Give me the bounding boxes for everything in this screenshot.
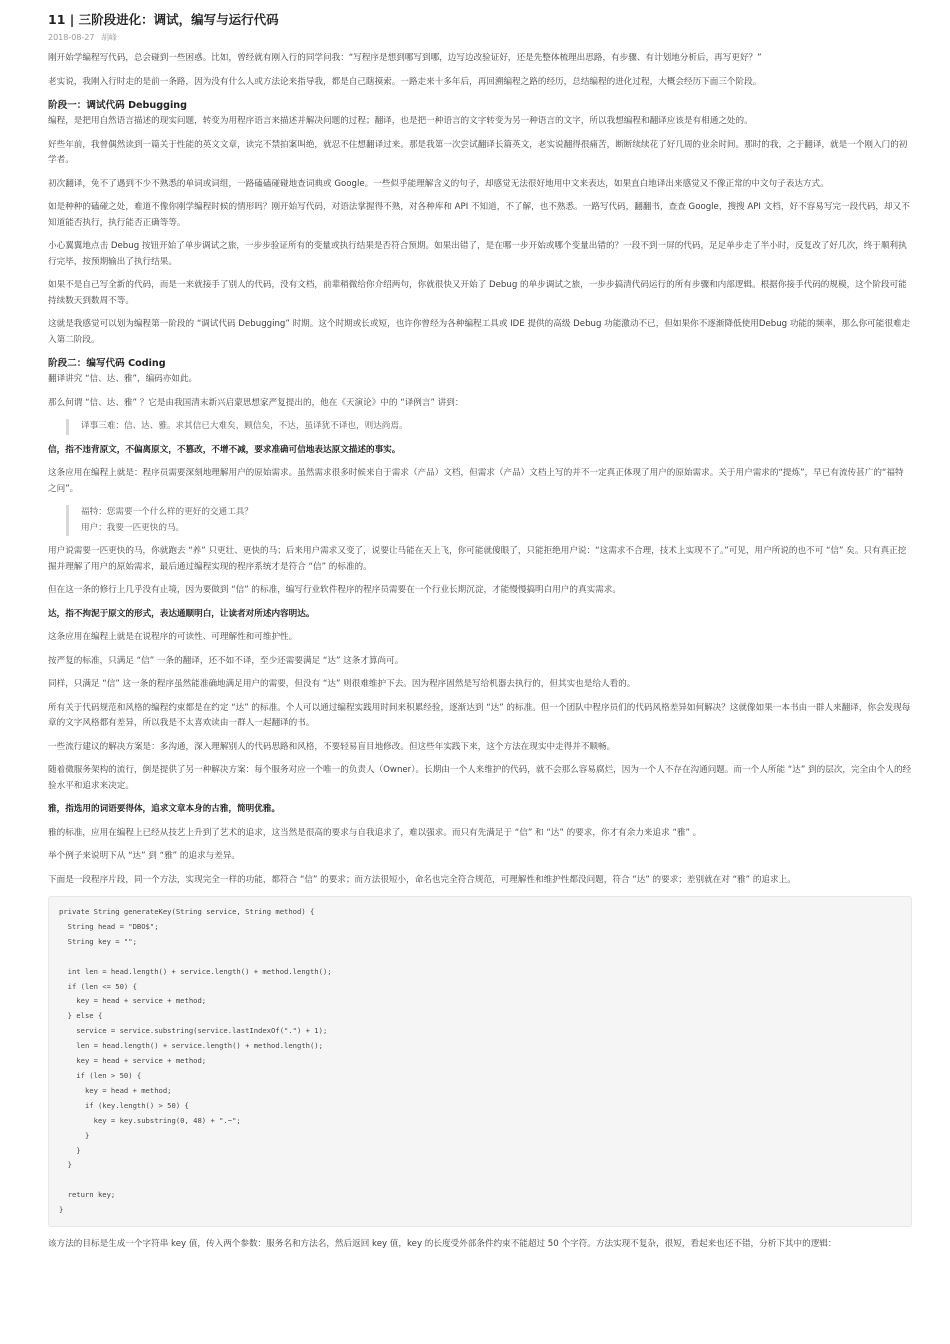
paragraph: 老实说，我刚入行时走的是前一条路，因为没有什么人或方法论来指导我，都是自己瞎摸索。一路走来十多年后，再回溯编程之路的经历，总结编程的进化过程，大概会经历下面三个阶段。 (48, 76, 762, 87)
paragraph: 所有关于代码规范和风格的编程约束都是在约定 “达” 的标准。个人可以通过编程实践用时间来积累经验，逐渐达到 “达” 的标准。但一个团队中程序员们的代码风格差异如何解决？这就像如果一本书由一群人来翻译，你会发现每章的文字风格都有差异，所以我是不太喜欢读由一群人一起翻译的书。 (48, 702, 911, 728)
article-title: 11 | 三阶段进化：调试，编写与运行代码 (48, 12, 279, 27)
paragraph: 这条应用在编程上就是在说程序的可读性、可理解性和可维护性。 (48, 632, 298, 642)
publish-date: 2018-08-27 (48, 33, 95, 42)
paragraph: 刚开始学编程写代码，总会碰到一些困惑。比如，曾经就有刚入行的同学问我：“写程序是想到哪写到哪，边写边改验证好，还是先整体梳理出思路，有步骤、有计划地分析后，再写更好？” (48, 53, 762, 63)
paragraph: 一些流行建议的解决方案是：多沟通，深入理解别人的代码思路和风格，不要轻易盲目地修改。但这些年实践下来，这个方法在现实中走得并不顺畅。 (48, 741, 616, 752)
bold-statement: 雅，指选用的词语要得体，追求文章本身的古雅，简明优雅。 (48, 804, 281, 814)
section-heading: 阶段二：编写代码 Coding (48, 358, 166, 369)
paragraph: 同样，只满足 “信” 这一条的程序虽然能准确地满足用户的需要，但没有 “达” 则很难维护下去。因为程序固然是写给机器去执行的，但其实也是给人看的。 (48, 679, 636, 689)
paragraph: 该方法的目标是生成一个字符串 key 值，传入两个参数：服务名和方法名，然后返回 key 值，key 的长度受外部条件约束不能超过 50 个字符。方法实现不复杂，很短，看起来也还不错，分析下其中的逻辑： (48, 1239, 837, 1250)
paragraph: 用户说需要一匹更快的马，你就跑去 “养” 只更壮、更快的马；后来用户需求又变了，说要让马能在天上飞，你可能就傻眼了，只能拒绝用户说：“这需求不合理，技术上实现不了。”可见，用户所说的也不可 “信” 矣。只有真正挖掘并理解了用户的原始需求，最后通过编程实现的程序系统才是符合 “信” 的标准的。 (48, 546, 907, 572)
quote-text: 译事三难：信、达、雅。求其信已大难矣，顾信矣，不达，虽译犹不译也，则达尚焉。 (81, 421, 408, 431)
paragraph: 这就是我感觉可以划为编程第一阶段的 “调试代码 Debugging” 时期。这个时期或长或短，也许你曾经为各种编程工具或 IDE 提供的高级 Debug 功能激动不已，但如果你不逐渐降低使用Debug 功能的频率，那么你可能很难走入第二阶段。 (48, 319, 911, 345)
bold-statement: 达，指不拘泥于原文的形式，表达通顺明白，让读者对所述内容明达。 (48, 608, 315, 619)
paragraph: 这条应用在编程上就是：程序员需要深刻地理解用户的原始需求。虽然需求很多时候来自于需求（产品）文档，但需求（产品）文档上写的并不一定真正体现了用户的原始需求。关于用户需求的“提炼”，早已有流传甚广的“福特之问”。 (48, 468, 904, 494)
quote-text: 福特：您需要一个什么样的更好的交通工具？ (81, 507, 253, 517)
quote-block (66, 419, 912, 435)
quote-block (66, 505, 912, 536)
paragraph: 如是种种的磕碰之处，难道不像你刚学编程时候的情形吗？刚开始写代码，对语法掌握得不熟，对各种库和 API 不知道，不了解，也不熟悉。一路写代码，翻翻书，查查 Google，搜搜 API 文档，好不容易写完一段代码，却又不知道能否执行，执行能否正确等等。 (48, 202, 910, 228)
code-block: private String generateKey(String service, String method) { String head = "DBO$"; String key = ""; int len = head.length() + service.length() + method.length(); if (len <= 50) { key = head + service + method; } else { service = service.substring(service.lastIndexOf(".") + 1); len = head.length() + service.length() + method.length(); key = head + service + method; if (len > 50) { key = head + method; if (key.length() > 50) { key = key.substring(0, 48) + ".~"; } } } return key; } (48, 896, 912, 1227)
article-meta (48, 32, 912, 44)
paragraph: 下面是一段程序片段，同一个方法，实现完全一样的功能，都符合 “信” 的要求；而方法很短小，命名也完全符合规范，可理解性和维护性都没问题，符合 “达” 的要求；差别就在对 “雅” 的追求上。 (48, 874, 796, 885)
quote-text: 用户：我要一匹更快的马。 (81, 522, 185, 533)
paragraph: 按严复的标准，只满足 “信” 一条的翻译，还不如不译，至少还需要满足 “达” 这条才算尚可。 (48, 655, 404, 666)
paragraph: 翻译讲究 “信、达、雅”，编码亦如此。 (48, 374, 198, 384)
author-name: 胡峰 (101, 33, 118, 42)
paragraph: 编程，是把用自然语言描述的现实问题，转变为用程序语言来描述并解决问题的过程；翻译，也是把一种语言的文字转变为另一种语言的文字，所以我想编程和翻译应该是有相通之处的。 (48, 116, 753, 126)
paragraph: 但在这一条的修行上几乎没有止境，因为要做到 “信” 的标准，编写行业软件程序的程序员需要在一个行业长期沉淀，才能慢慢搞明白用户的真实需求。 (48, 585, 621, 595)
paragraph: 初次翻译，免不了遇到不少不熟悉的单词或词组，一路磕磕碰碰地查词典或 Google。一些似乎能理解含义的句子，却感觉无法很好地用中文来表达，如果直白地译出来感觉又不像正常的中文句子表达方式。 (48, 178, 829, 189)
paragraph: 雅的标准，应用在编程上已经从技艺上升到了艺术的追求，这当然是很高的要求与自我追求了，难以强求。而只有先满足于 “信” 和 “达” 的要求，你才有余力来追求 “雅” 。 (48, 827, 702, 838)
paragraph: 小心翼翼地点击 Debug 按钮开始了单步调试之旅，一步步验证所有的变量或执行结果是否符合预期。如果出错了，是在哪一步开始或哪个变量出错的？一段不到一屏的代码，足足单步走了半小时，反复改了好几次，终于顺利执行完毕，按预期输出了执行结果。 (48, 241, 907, 267)
paragraph: 举个例子来说明下从 “达” 到 “雅” 的追求与差异。 (48, 851, 241, 861)
paragraph: 好些年前，我曾偶然读到一篇关于性能的英文文章，读完不禁拍案叫绝，就忍不住想翻译过来。那是我第一次尝试翻译长篇英文，老实说翻得很痛苦，断断续续花了好几周的业余时间。那时的我，之于翻译，就是一个刚入门的初学者。 (48, 139, 908, 165)
bold-statement: 信，指不违背原文，不偏离原文，不篡改，不增不减，要求准确可信地表达原文描述的事实。 (48, 444, 401, 455)
paragraph: 那么何谓 “信、达、雅” ？它是由我国清末新兴启蒙思想家严复提出的，他在《天演论》中的 “译例言” 讲到： (48, 397, 464, 408)
section-heading: 阶段一：调试代码 Debugging (48, 100, 187, 111)
paragraph: 如果不是自己写全新的代码，而是一来就接手了别人的代码，没有文档，前辈稍微给你介绍两句，你就很快又开始了 Debug 的单步调试之旅，一步步搞清代码运行的所有步骤和内部逻辑。根据你接手代码的规模，这个阶段可能持续数天到数周不等。 (48, 280, 907, 306)
paragraph: 随着微服务架构的流行，倒是提供了另一种解决方案：每个服务对应一个唯一的负责人（Owner）。长期由一个人来维护的代码，就不会那么容易腐烂，因为一个人不存在沟通问题。而一个人所能 “达” 到的层次，完全由个人的经验水平和追求来决定。 (48, 765, 912, 791)
